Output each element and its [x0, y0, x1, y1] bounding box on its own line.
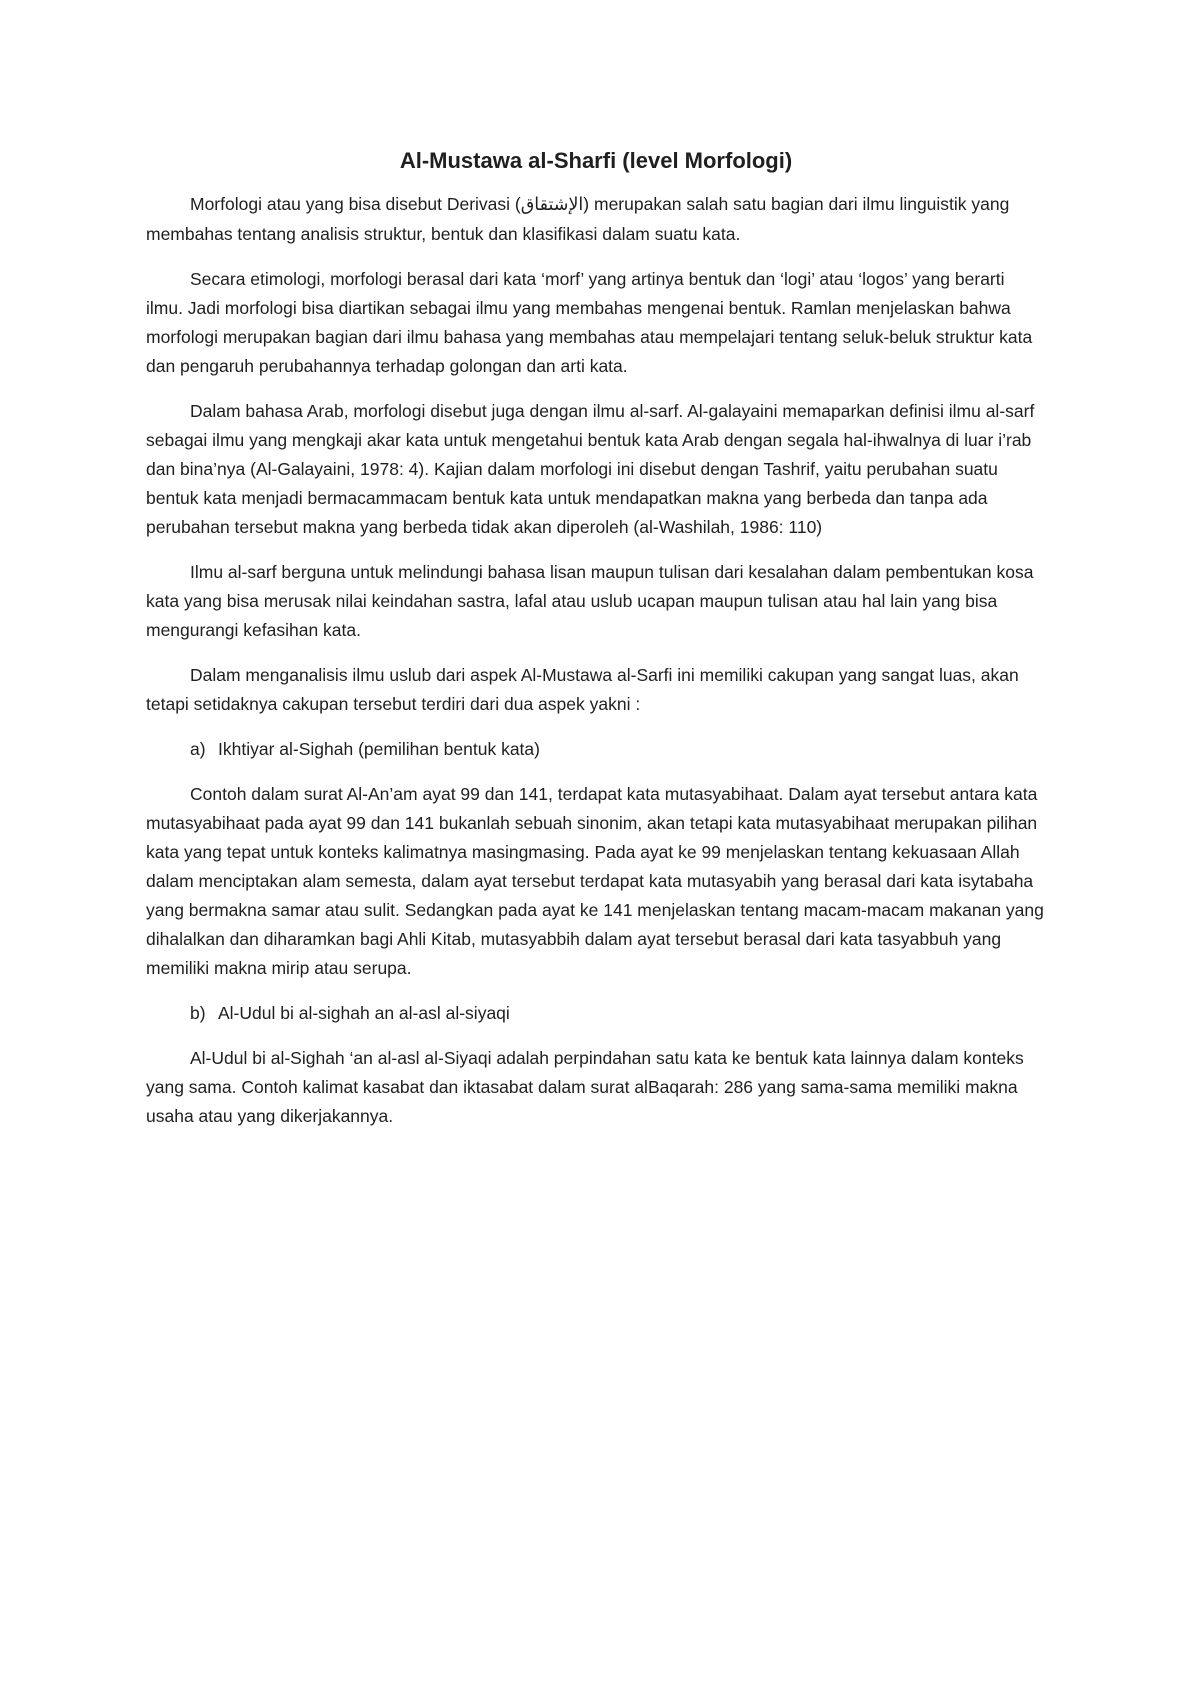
document-page [146, 146, 1046, 1147]
paragraph-derivasi-end: ) merupakan salah satu bagian dari ilmu linguistik yang membahas tentang analisis struktur, bentuk dan klasifikasi dalam suatu kata. [146, 194, 1010, 244]
list-item-a [146, 735, 1046, 764]
list-marker-b: b) [190, 1003, 206, 1023]
arabic-term: الإشتقاق [520, 195, 584, 215]
list-text-a: Ikhtiyar al-Sighah (pemilihan bentuk kata) [218, 739, 540, 759]
list-text-b: Al-Udul bi al-sighah an al-asl al-siyaqi [218, 1003, 510, 1023]
paragraph-kegunaan: Ilmu al-sarf berguna untuk melindungi bahasa lisan maupun tulisan dari kesalahan dalam pembentukan kosa kata yang bisa merusak nilai keindahan sastra, lafal atau uslub ucapan maupun tulisan atau hal lain yang bisa mengurangi kefasihan kata. [146, 562, 1034, 640]
paragraph-derivasi-start: Morfologi atau yang bisa disebut Derivasi ( [190, 194, 521, 214]
paragraph-udul: Al-Udul bi al-Sighah ‘an al-asl al-Siyaqi adalah perpindahan satu kata ke bentuk kata lainnya dalam konteks yang sama. Contoh kalimat kasabat dan iktasabat dalam surat alBaqarah: 286 yang sama-sama memiliki makna usaha atau yang dikerjakannya. [146, 1048, 1024, 1126]
paragraph-derivasi [146, 190, 1046, 249]
paragraph-contoh-anam: Contoh dalam surat Al-An’am ayat 99 dan 141, terdapat kata mutasyabihaat. Dalam ayat tersebut antara kata mutasyabihaat pada ayat 99 dan 141 bukanlah sebuah sinonim, akan tetapi kata mutasyabihaat merupakan pilihan kata yang tepat untuk konteks kalimatnya masingmasing. Pada ayat ke 99 menjelaskan tentang kekuasaan Allah dalam menciptakan alam semesta, dalam ayat tersebut terdapat kata mutasyabih yang berasal dari kata isytabaha yang bermakna samar atau sulit. Sedangkan pada ayat ke 141 menjelaskan tentang macam-macam makanan yang dihalalkan dan diharamkan bagi Ahli Kitab, mutasyabbih dalam ayat tersebut berasal dari kata tasyabbuh yang memiliki makna mirip atau serupa. [146, 784, 1044, 978]
paragraph-cakupan: Dalam menganalisis ilmu uslub dari aspek Al-Mustawa al-Sarfi ini memiliki cakupan yang sangat luas, akan tetapi setidaknya cakupan tersebut terdiri dari dua aspek yakni : [146, 665, 1019, 714]
list-marker-a: a) [190, 739, 206, 759]
paragraph-etimologi: Secara etimologi, morfologi berasal dari kata ‘morf’ yang artinya bentuk dan ‘logi’ atau ‘logos’ yang berarti ilmu. Jadi morfologi bisa diartikan sebagai ilmu yang membahas mengenai bentuk. Ramlan menjelaskan bahwa morfologi merupakan bagian dari ilmu bahasa yang membahas atau mempelajari tentang seluk-beluk struktur kata dan pengaruh perubahannya terhadap golongan dan arti kata. [146, 269, 1033, 376]
list-item-b [146, 999, 1046, 1028]
paragraph-ilmu-sarf: Dalam bahasa Arab, morfologi disebut juga dengan ilmu al-sarf. Al-galayaini memaparkan definisi ilmu al-sarf sebagai ilmu yang mengkaji akar kata untuk mengetahui bentuk kata Arab dengan segala hal-ihwalnya di luar i’rab dan bina’nya (Al-Galayaini, 1978: 4). Kajian dalam morfologi ini disebut dengan Tashrif, yaitu perubahan suatu bentuk kata menjadi bermacammacam bentuk kata untuk mendapatkan makna yang berbeda dan tanpa ada perubahan tersebut makna yang berbeda tidak akan diperoleh (al-Washilah, 1986: 110) [146, 401, 1035, 537]
document-title: Al-Mustawa al-Sharfi (level Morfologi) [399, 148, 793, 173]
